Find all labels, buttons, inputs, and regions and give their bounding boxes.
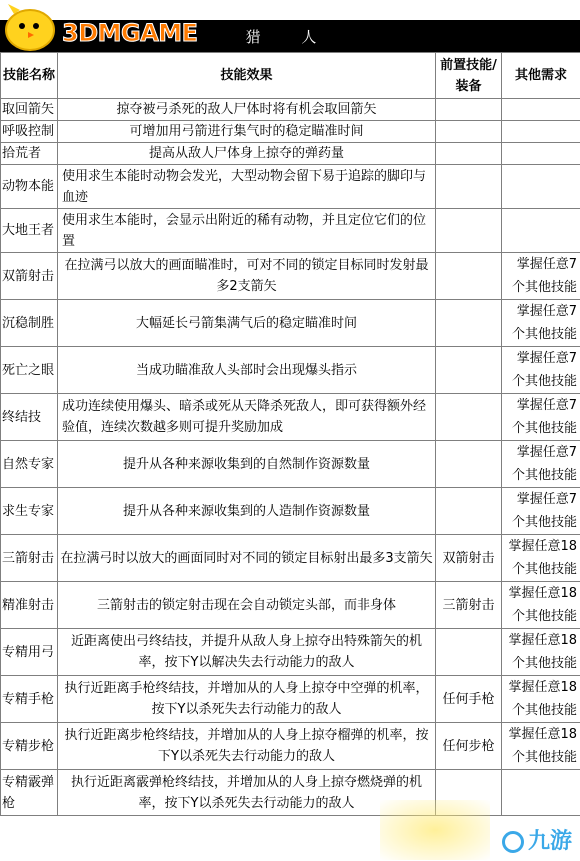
skill-effect-cell: 在拉满弓以放大的画面瞄准时，可对不同的锁定目标同时发射最多2支箭矢 — [58, 253, 436, 300]
table-row — [1, 488, 580, 535]
other-req-cell: 掌握任意7个其他技能 — [502, 300, 580, 347]
skill-name-cell: 专精手枪 — [1, 676, 58, 723]
page-title: 猎 人 — [245, 27, 335, 46]
prereq-cell: 双箭射击 — [436, 535, 502, 582]
skill-name-cell: 专精霰弹枪 — [1, 770, 58, 816]
prereq-cell — [436, 99, 502, 121]
skill-name-cell: 求生专家 — [1, 488, 58, 535]
skill-effect-cell: 成功连续使用爆头、暗杀或死从天降杀死敌人，即可获得额外经验值，连续次数越多则可提升奖励加成 — [58, 394, 436, 441]
skill-name-cell: 动物本能 — [1, 165, 58, 209]
prereq-cell — [436, 209, 502, 253]
other-req-cell — [502, 121, 580, 143]
skill-name-cell: 三箭射击 — [1, 535, 58, 582]
skill-table — [0, 52, 580, 816]
skill-effect-cell: 执行近距离步枪终结技，并增加从的人身上掠夺榴弹的机率，按下Y以杀死失去行动能力的敌人 — [58, 723, 436, 770]
table-row — [1, 676, 580, 723]
table-header-row — [1, 53, 580, 99]
table-row — [1, 770, 580, 816]
prereq-cell: 任何手枪 — [436, 676, 502, 723]
other-req-cell: 掌握任意7个其他技能 — [502, 488, 580, 535]
skill-name-cell: 专精步枪 — [1, 723, 58, 770]
table-row — [1, 143, 580, 165]
prereq-cell — [436, 347, 502, 394]
header-skill-name: 技能名称 — [1, 53, 58, 99]
skill-effect-cell: 执行近距离霰弹枪终结技，并增加从的人身上掠夺燃烧弹的机率，按下Y以杀死失去行动能力的敌人 — [58, 770, 436, 816]
header-other-req: 其他需求 — [502, 53, 580, 99]
table-row — [1, 629, 580, 676]
skill-name-cell: 大地王者 — [1, 209, 58, 253]
table-row — [1, 165, 580, 209]
header-prereq: 前置技能/装备 — [436, 53, 502, 99]
skill-effect-cell: 使用求生本能时，会显示出附近的稀有动物，并且定位它们的位置 — [58, 209, 436, 253]
other-req-cell — [502, 99, 580, 121]
watermark-glow — [380, 800, 490, 860]
table-row — [1, 441, 580, 488]
table-row — [1, 121, 580, 143]
other-req-cell: 掌握任意7个其他技能 — [502, 394, 580, 441]
other-req-cell: 掌握任意7个其他技能 — [502, 441, 580, 488]
table-row — [1, 394, 580, 441]
prereq-cell: 三箭射击 — [436, 582, 502, 629]
table-row — [1, 209, 580, 253]
skill-name-cell: 沉稳制胜 — [1, 300, 58, 347]
watermark — [502, 824, 572, 855]
skill-effect-cell: 执行近距离手枪终结技，并增加从的人身上掠夺中空弹的机率，按下Y以杀死失去行动能力的敌人 — [58, 676, 436, 723]
skill-name-cell: 死亡之眼 — [1, 347, 58, 394]
skill-name-cell: 取回箭矢 — [1, 99, 58, 121]
skill-name-cell: 呼吸控制 — [1, 121, 58, 143]
watermark-text: 九游 — [527, 829, 572, 854]
other-req-cell: 掌握任意7个其他技能 — [502, 253, 580, 300]
prereq-cell — [436, 394, 502, 441]
table-row — [1, 535, 580, 582]
prereq-cell — [436, 143, 502, 165]
skill-effect-cell: 当成功瞄准敌人头部时会出现爆头指示 — [58, 347, 436, 394]
other-req-cell — [502, 143, 580, 165]
skill-name-cell: 专精用弓 — [1, 629, 58, 676]
other-req-cell: 掌握任意18个其他技能 — [502, 629, 580, 676]
prereq-cell — [436, 629, 502, 676]
header-skill-effect: 技能效果 — [58, 53, 436, 99]
prereq-cell — [436, 300, 502, 347]
table-row — [1, 99, 580, 121]
prereq-cell — [436, 253, 502, 300]
skill-effect-cell: 提升从各种来源收集到的人造制作资源数量 — [58, 488, 436, 535]
chick-mascot-icon — [0, 0, 70, 58]
other-req-cell: 掌握任意18个其他技能 — [502, 535, 580, 582]
prereq-cell — [436, 121, 502, 143]
skill-effect-cell: 近距离使出弓终结技，并提升从敌人身上掠夺出特殊箭矢的机率，按下Y以解决失去行动能力的敌人 — [58, 629, 436, 676]
site-logo — [0, 0, 210, 58]
prereq-cell — [436, 165, 502, 209]
skill-name-cell: 终结技 — [1, 394, 58, 441]
other-req-cell: 掌握任意18个其他技能 — [502, 676, 580, 723]
skill-effect-cell: 使用求生本能时动物会发光，大型动物会留下易于追踪的脚印与血迹 — [58, 165, 436, 209]
table-row — [1, 347, 580, 394]
table-row — [1, 582, 580, 629]
skill-effect-cell: 三箭射击的锁定射击现在会自动锁定头部，而非身体 — [58, 582, 436, 629]
skill-effect-cell: 提升从各种来源收集到的自然制作资源数量 — [58, 441, 436, 488]
other-req-cell: 掌握任意7个其他技能 — [502, 347, 580, 394]
skill-name-cell: 自然专家 — [1, 441, 58, 488]
prereq-cell: 任何步枪 — [436, 723, 502, 770]
other-req-cell — [502, 165, 580, 209]
skill-effect-cell: 大幅延长弓箭集满气后的稳定瞄准时间 — [58, 300, 436, 347]
other-req-cell: 掌握任意18个其他技能 — [502, 723, 580, 770]
skill-effect-cell: 掠夺被弓杀死的敌人尸体时将有机会取回箭矢 — [58, 99, 436, 121]
prereq-cell — [436, 488, 502, 535]
skill-name-cell: 精准射击 — [1, 582, 58, 629]
skill-effect-cell: 可增加用弓箭进行集气时的稳定瞄准时间 — [58, 121, 436, 143]
other-req-cell — [502, 770, 580, 816]
skill-name-cell: 双箭射击 — [1, 253, 58, 300]
other-req-cell: 掌握任意18个其他技能 — [502, 582, 580, 629]
skill-name-cell: 拾荒者 — [1, 143, 58, 165]
prereq-cell — [436, 441, 502, 488]
other-req-cell — [502, 209, 580, 253]
table-row — [1, 300, 580, 347]
logo-text: 3DMGAME — [62, 19, 198, 47]
jiuyou-logo-icon — [502, 831, 524, 853]
table-row — [1, 253, 580, 300]
table-row — [1, 723, 580, 770]
skill-effect-cell: 提高从敌人尸体身上掠夺的弹药量 — [58, 143, 436, 165]
skill-effect-cell: 在拉满弓时以放大的画面同时对不同的锁定目标射出最多3支箭矢 — [58, 535, 436, 582]
